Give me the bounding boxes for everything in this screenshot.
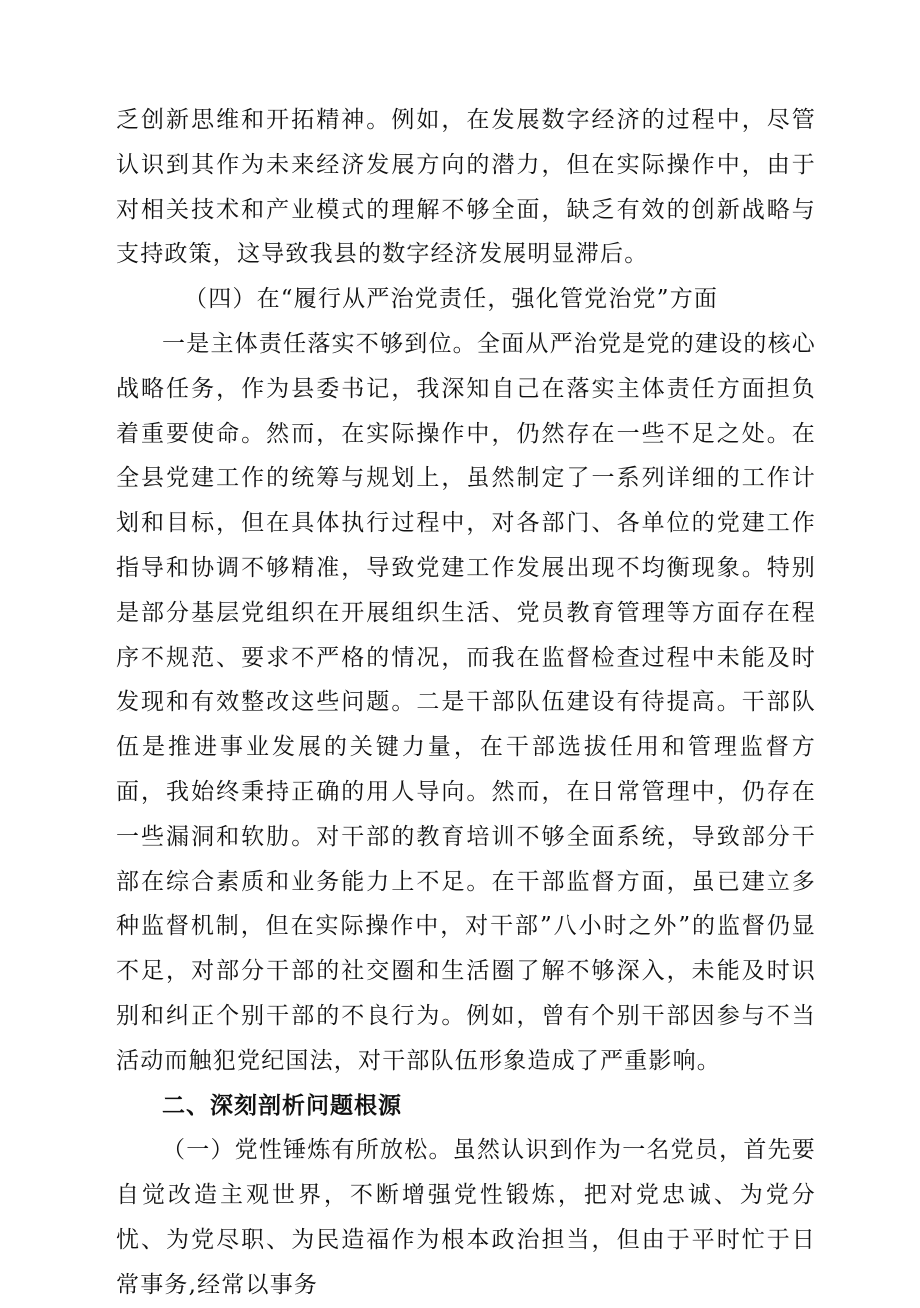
body-paragraph-responsibility: 一是主体责任落实不够到位。全面从严治党是党的建设的核心战略任务，作为县委书记，我深知自己在落实主体责任方面担负着重要使命。然而，在实际操作中，仍然存在一些不足之处。在全县党建工作的统筹与规划上，虽然制定了一系列详细的工作计划和目标，但在具体执行过程中，对各部门、各单位的党建工作指导和协调不够精准，导致党建工作发展出现不均衡现象。特别是部分基层党组织在开展组织生活、党员教育管理等方面存在程序不规范、要求不严格的情况，而我在监督检查过程中未能及时发现和有效整改这些问题。二是干部队伍建设有待提高。干部队伍是推进事业发展的关键力量，在干部选拔任用和管理监督方面，我始终秉持正确的用人导向。然而，在日常管理中，仍存在一些漏洞和软肋。对干部的教育培训不够全面系统，导致部分干部在综合素质和业务能力上不足。在干部监督方面，虽已建立多种监督机制，但在实际操作中，对干部”八小时之外”的监督仍显不足，对部分干部的社交圈和生活圈了解不够深入，未能及时识别和纠正个别干部的不良行为。例如，曾有个别干部因参与不当活动而触犯党纪国法，对干部队伍形象造成了严重影响。 xyxy=(116,330,816,1074)
section-heading-2: 二、深刻剖析问题根源 xyxy=(162,1092,402,1119)
document-body xyxy=(116,98,816,1308)
body-paragraph-party-spirit: （一）党性锤炼有所放松。虽然认识到作为一名党员，首先要自觉改造主观世界，不断增强党性锻炼，把对党忠诚、为党分忧、为党尽职、为民造福作为根本政治担当，但由于平时忙于日常事务,经常以事务 xyxy=(116,1137,816,1298)
section-subheading-4: （四）在“履行从严治党责任，强化管党治党”方面 xyxy=(184,286,719,313)
body-paragraph-continued: 乏创新思维和开拓精神。例如，在发展数字经济的过程中，尽管认识到其作为未来经济发展方向的潜力，但在实际操作中，由于对相关技术和产业模式的理解不够全面，缺乏有效的创新战略与支持政策，这导致我县的数字经济发展明显滞后。 xyxy=(116,107,816,268)
